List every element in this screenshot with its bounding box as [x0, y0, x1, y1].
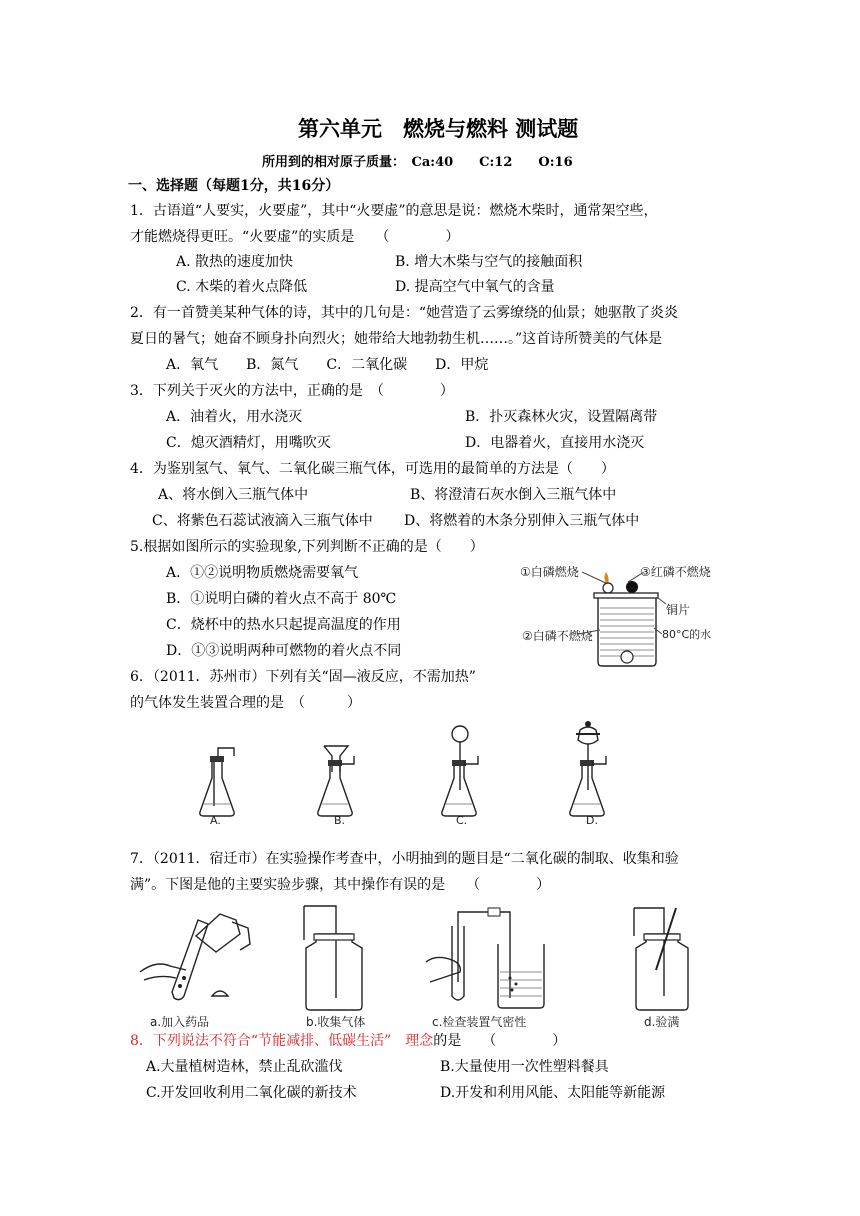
step-label-d: d.验满: [644, 1015, 680, 1029]
q8-stem: [130, 1032, 566, 1050]
q8-option-a: A.大量植树造林，禁止乱砍滥伐: [146, 1059, 343, 1075]
step-label-b: b.收集气体: [306, 1015, 366, 1029]
q3-stem: 3．下列关于灭火的方法中，正确的是 （ ）: [130, 383, 454, 399]
co2-procedure-figure: [136, 900, 696, 1030]
q1-option-c: C. 木柴的着火点降低: [176, 279, 308, 295]
q8-option-c: C.开发回收利用二氧化碳的新技术: [146, 1085, 357, 1101]
q6-stem-line2: 的气体发生装置合理的是 （ ）: [130, 695, 361, 711]
apparatus-label-d: D.: [586, 814, 598, 827]
apparatus-label-c: C.: [456, 814, 468, 827]
step-label-a: a.加入药品: [150, 1015, 210, 1029]
q3-option-b: B．扑灭森林火灾，设置隔离带: [465, 409, 658, 425]
label-hot-water: 80°C的水: [662, 628, 712, 641]
atomic-mass-line: 所用到的相对原子质量： Ca:40 C:12 O:16: [262, 155, 573, 170]
step-d-full-check: [634, 908, 688, 1010]
step-a-adding-reagent: [140, 914, 250, 1000]
q8-option-b: B.大量使用一次性塑料餐具: [440, 1059, 609, 1075]
q5-option-d: D．①③说明两种可燃物的着火点不同: [166, 643, 402, 659]
q3-option-c: C．熄灭酒精灯，用嘴吹灭: [166, 435, 331, 451]
apparatus-label-a: A.: [210, 814, 221, 827]
label-white-p-not-burning: ②白磷不燃烧: [522, 629, 593, 643]
q1-option-d: D. 提高空气中氧气的含量: [395, 279, 555, 295]
q8-option-d: D.开发和利用风能、太阳能等新能源: [440, 1085, 666, 1101]
label-white-p-burning: ①白磷燃烧: [520, 565, 579, 579]
gas-generator-figure: [196, 720, 626, 828]
q4-option-b: B、将澄清石灰水倒入三瓶气体中: [410, 487, 617, 503]
q7-stem-line2: 满”。下图是他的主要实验步骤，其中操作有误的是 （ ）: [130, 877, 551, 893]
q1-option-a: A. 散热的速度加快: [176, 254, 294, 270]
q2-stem-line1: 2．有一首赞美某种气体的诗，其中的几句是：“她营造了云雾缭绕的仙景；她驱散了炎炎: [130, 305, 679, 321]
q8-stem-highlight: 8．下列说法不符合“节能减排、低碳生活” 理念: [130, 1033, 434, 1049]
q7-stem-line1: 7．（2011．宿迁市）在实验操作考查中，小明抽到的题目是“二氧化碳的制取、收集和验: [130, 851, 679, 867]
step-label-c: c.检查装置气密性: [432, 1015, 527, 1029]
q8-stem-rest: 的是 （ ）: [433, 1033, 567, 1049]
q5-option-c: C．烧杯中的热水只起提高温度的作用: [166, 617, 401, 633]
q4-option-c: C、将紫色石蕊试液滴入三瓶气体中: [152, 513, 373, 529]
q2-options: A．氧气 B．氮气 C．二氧化碳 D．甲烷: [166, 357, 489, 373]
q3-option-d: D．电器着火，直接用水浇灭: [465, 435, 645, 451]
q2-stem-line2: 夏日的暑气；她奋不顾身扑向烈火；她带给大地勃勃生机……。”这首诗所赞美的气体是: [130, 331, 663, 347]
apparatus-d: [570, 721, 606, 816]
page-title: 第六单元 燃烧与燃料 测试题: [298, 116, 579, 141]
q6-stem-line1: 6．（2011．苏州市）下列有关“固—液反应，不需加热”: [130, 669, 476, 685]
q1-stem-line1: 1．古语道“人要实，火要虚”，其中“火要虚”的意思是说：燃烧木柴时，通常架空些，: [130, 203, 658, 219]
phosphorus-experiment-figure: [516, 558, 716, 670]
label-red-p-not-burning: ③红磷不燃烧: [640, 565, 711, 579]
label-copper-sheet: 铜片: [666, 603, 691, 617]
step-c-check-airtightness: [426, 908, 544, 1008]
section-heading: 一、选择题（每题1分，共16分）: [128, 178, 340, 194]
q1-option-b: B. 增大木柴与空气的接触面积: [395, 254, 583, 270]
q4-option-d: D、将燃着的木条分别伸入三瓶气体中: [404, 513, 640, 529]
q3-option-a: A．油着火，用水浇灭: [166, 409, 303, 425]
step-b-collecting-gas: [304, 906, 362, 1010]
q5-option-a: A．①②说明物质燃烧需要氧气: [166, 565, 359, 581]
q4-option-a: A、将水倒入三瓶气体中: [158, 487, 309, 503]
q5-option-b: B．①说明白磷的着火点不高于 80℃: [166, 591, 397, 607]
q5-stem: 5.根据如图所示的实验现象,下列判断不正确的是（ ）: [130, 539, 484, 555]
apparatus-b: [318, 746, 354, 816]
q1-stem-line2: 才能燃烧得更旺。“火要虚”的实质是 （ ）: [130, 229, 460, 245]
apparatus-a: [200, 748, 234, 816]
apparatus-label-b: B.: [334, 814, 346, 827]
q4-stem: 4．为鉴别氢气、氧气、二氧化碳三瓶气体，可选用的最简单的方法是（ ）: [130, 461, 615, 477]
apparatus-c: [442, 726, 478, 816]
